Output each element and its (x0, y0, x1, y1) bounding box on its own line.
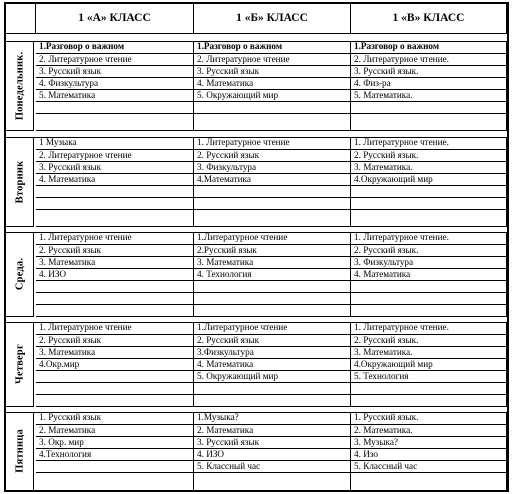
lesson-line (36, 448, 193, 460)
lesson-text: 2.Русский язык (197, 245, 257, 255)
lesson-line (36, 304, 193, 316)
lesson-line (351, 412, 506, 424)
lesson-text: 2. Русский язык. (354, 335, 419, 345)
lesson-text: 2. Литературное чтение. (354, 54, 449, 64)
lesson-line (351, 101, 506, 113)
lesson-line (351, 232, 506, 244)
lesson-line (194, 256, 350, 268)
lesson-line (194, 113, 350, 125)
lesson-cell (351, 412, 507, 491)
lesson-line (194, 412, 350, 424)
lesson-cell (351, 232, 507, 317)
lesson-line (36, 394, 193, 406)
lesson-line (36, 268, 193, 280)
lesson-line (194, 65, 350, 77)
lesson-text: 1.Разговор о важном (354, 41, 440, 51)
day-name: Вторник (14, 160, 25, 203)
lesson-line (194, 448, 350, 460)
lesson-cell (194, 412, 351, 491)
lesson-cell (194, 137, 351, 227)
lesson-text: 1. Русский язык (39, 412, 102, 422)
lesson-line (36, 334, 193, 346)
lesson-text: 2. Математика (39, 425, 96, 435)
lesson-line (351, 149, 506, 161)
lesson-cell (36, 41, 194, 131)
lesson-line (351, 370, 506, 382)
lesson-cell (351, 322, 507, 407)
lesson-text: 3. Русский язык (39, 162, 102, 172)
lesson-text: 5. Классный час (197, 461, 261, 471)
lesson-line (36, 244, 193, 256)
lesson-line (194, 322, 350, 334)
lesson-line (194, 53, 350, 65)
lesson-text: 2. Литературное чтение (39, 150, 132, 160)
lesson-line (351, 424, 506, 436)
lesson-text: 1.Разговор о важном (39, 41, 125, 51)
lesson-line (36, 113, 193, 125)
lesson-line (351, 185, 506, 197)
lesson-cell (351, 41, 507, 131)
lesson-text: 4. ИЗО (197, 449, 225, 459)
lesson-cell (36, 232, 194, 317)
lesson-line (194, 304, 350, 316)
lesson-text: 5. Классный час (354, 461, 418, 471)
lesson-cell (194, 322, 351, 407)
lesson-text: 3. Математика. (354, 347, 413, 357)
lesson-text: 3. Математика (197, 257, 254, 267)
lesson-text: 2. Русский язык (197, 335, 260, 345)
lesson-text: 1. Литературное чтение (39, 322, 132, 332)
lesson-line (351, 173, 506, 185)
lesson-line (194, 436, 350, 448)
day-name: Понедельник. (14, 51, 25, 120)
lesson-text: 2. Русский язык (39, 335, 102, 345)
lesson-line (351, 472, 506, 484)
lesson-line (36, 161, 193, 173)
lesson-cell (36, 322, 194, 407)
lesson-text: 5. Окружающий мир (197, 371, 279, 381)
lesson-cell (351, 137, 507, 227)
lesson-line (194, 424, 350, 436)
lesson-cell (36, 412, 194, 491)
day-name: Четверг (14, 344, 25, 384)
lesson-line (36, 280, 193, 292)
day-name: Пятница (14, 429, 25, 473)
lesson-text: 3. Русский язык (197, 437, 260, 447)
lesson-line (194, 370, 350, 382)
lesson-text: 4.Технология (39, 449, 92, 459)
lesson-text: 4. Изо (354, 449, 378, 459)
lesson-line (36, 460, 193, 472)
lesson-text: 4. Физкультура (39, 78, 99, 88)
lesson-text: 5. Окружающий мир (197, 90, 279, 100)
lesson-line (36, 41, 193, 53)
lesson-line (36, 232, 193, 244)
lesson-line (36, 256, 193, 268)
lesson-text: 2. Математика (197, 425, 254, 435)
lesson-line (36, 382, 193, 394)
lesson-line (351, 304, 506, 316)
lesson-line (194, 197, 350, 209)
lesson-line (351, 77, 506, 89)
lesson-line (351, 334, 506, 346)
lesson-line (194, 209, 350, 221)
lesson-text: 2. Литературное чтение (197, 54, 290, 64)
lesson-text: 3.Физкультура (197, 347, 254, 357)
lesson-text: 1. Русский язык. (354, 412, 419, 422)
lesson-line (36, 424, 193, 436)
lesson-text: 3. Русский язык. (354, 66, 419, 76)
lesson-text: 1. Литературное чтение. (354, 232, 449, 242)
lesson-text: 1 Музыка (39, 137, 77, 147)
lesson-text: 4. Математика (197, 359, 254, 369)
corner-cell (6, 4, 36, 34)
lesson-text: 1.Разговор о важном (197, 41, 283, 51)
lesson-line (36, 173, 193, 185)
lesson-line (36, 436, 193, 448)
lesson-line (36, 322, 193, 334)
lesson-line (351, 197, 506, 209)
lesson-line (194, 334, 350, 346)
lesson-line (194, 137, 350, 149)
lesson-text: 2. Литературное чтение (39, 54, 132, 64)
lesson-cell (194, 41, 351, 131)
lesson-text: 4. Математика (39, 174, 96, 184)
lesson-text: 1. Литературное чтение (197, 137, 290, 147)
lesson-line (351, 358, 506, 370)
lesson-line (194, 149, 350, 161)
lesson-text: 4. Технология (197, 269, 252, 279)
lesson-line (194, 232, 350, 244)
lesson-line (351, 113, 506, 125)
lesson-text: 2. Русский язык. (354, 150, 419, 160)
lesson-text: 4. Физ-ра (354, 78, 391, 88)
lesson-line (351, 394, 506, 406)
lesson-text: 1.Литературное чтение (197, 322, 288, 332)
lesson-line (351, 89, 506, 101)
lesson-line (194, 77, 350, 89)
lesson-text: 3. Математика (39, 347, 96, 357)
lesson-line (351, 137, 506, 149)
lesson-line (36, 209, 193, 221)
lesson-text: 5. Математика. (354, 90, 413, 100)
day-label (6, 322, 34, 407)
lesson-line (351, 460, 506, 472)
lesson-line (36, 358, 193, 370)
lesson-text: 3. Русский язык (197, 66, 260, 76)
lesson-line (351, 448, 506, 460)
lesson-text: 4. ИЗО (39, 269, 67, 279)
lesson-line (194, 382, 350, 394)
lesson-line (194, 268, 350, 280)
column-header: 1 «В» КЛАСС (351, 4, 507, 34)
lesson-line (36, 65, 193, 77)
lesson-line (36, 77, 193, 89)
lesson-text: 4. Математика (354, 269, 411, 279)
lesson-text: 5. Математика (39, 90, 96, 100)
lesson-line (36, 292, 193, 304)
day-name: Среда. (14, 257, 25, 291)
lesson-text: 3. Окр. мир (39, 437, 84, 447)
lesson-line (351, 382, 506, 394)
lesson-cell (36, 137, 194, 227)
lesson-text: 4.Окр.мир (39, 359, 80, 369)
lesson-cell (194, 232, 351, 317)
lesson-text: 4.Окружающий мир (354, 359, 433, 369)
lesson-line (351, 346, 506, 358)
lesson-line (194, 460, 350, 472)
column-header: 1 «А» КЛАСС (36, 4, 194, 34)
lesson-line (194, 394, 350, 406)
lesson-text: 1.Литературное чтение (197, 232, 288, 242)
day-label (6, 41, 34, 131)
lesson-text: 3. Музыка? (354, 437, 399, 447)
lesson-line (351, 244, 506, 256)
lesson-line (194, 358, 350, 370)
lesson-line (36, 149, 193, 161)
lesson-line (194, 280, 350, 292)
lesson-line (194, 101, 350, 113)
lesson-text: 3. Русский язык (39, 66, 102, 76)
lesson-line (351, 436, 506, 448)
lesson-line (194, 185, 350, 197)
lesson-text: 3. Математика (39, 257, 96, 267)
lesson-line (194, 41, 350, 53)
lesson-text: 3. Физкультура (354, 257, 414, 267)
lesson-line (36, 197, 193, 209)
lesson-line (351, 280, 506, 292)
lesson-line (351, 41, 506, 53)
lesson-line (36, 89, 193, 101)
lesson-text: 1. Литературное чтение. (354, 322, 449, 332)
lesson-line (36, 101, 193, 113)
lesson-line (36, 53, 193, 65)
lesson-text: 3. Физкультура (197, 162, 257, 172)
lesson-line (36, 412, 193, 424)
lesson-line (194, 173, 350, 185)
lesson-text: 4.Математика (197, 174, 251, 184)
lesson-line (36, 346, 193, 358)
lesson-line (351, 256, 506, 268)
lesson-text: 4.Окружающий мир (354, 174, 433, 184)
lesson-line (194, 472, 350, 484)
lesson-line (351, 161, 506, 173)
lesson-line (194, 161, 350, 173)
day-label (6, 232, 34, 317)
lesson-line (194, 89, 350, 101)
lesson-line (351, 209, 506, 221)
lesson-line (36, 137, 193, 149)
day-label (6, 412, 34, 491)
lesson-text: 1.Музыка? (197, 412, 239, 422)
lesson-text: 2. Математика. (354, 425, 413, 435)
day-label (6, 137, 34, 227)
lesson-text: 2. Русский язык. (354, 245, 419, 255)
lesson-line (194, 244, 350, 256)
lesson-line (351, 53, 506, 65)
column-header: 1 «Б» КЛАСС (194, 4, 351, 34)
lesson-line (351, 322, 506, 334)
lesson-text: 4. Математика (197, 78, 254, 88)
lesson-line (36, 185, 193, 197)
lesson-line (351, 292, 506, 304)
lesson-text: 2. Русский язык (39, 245, 102, 255)
lesson-text: 3. Математика. (354, 162, 413, 172)
lesson-line (194, 346, 350, 358)
lesson-line (351, 268, 506, 280)
lesson-text: 1. Литературное чтение (39, 232, 132, 242)
lesson-text: 2. Русский язык (197, 150, 260, 160)
lesson-line (351, 65, 506, 77)
lesson-text: 1. Литературное чтение. (354, 137, 449, 147)
lesson-line (194, 292, 350, 304)
lesson-line (36, 370, 193, 382)
lesson-text: 5. Технология (354, 371, 409, 381)
schedule-table (4, 2, 509, 492)
lesson-line (36, 472, 193, 484)
